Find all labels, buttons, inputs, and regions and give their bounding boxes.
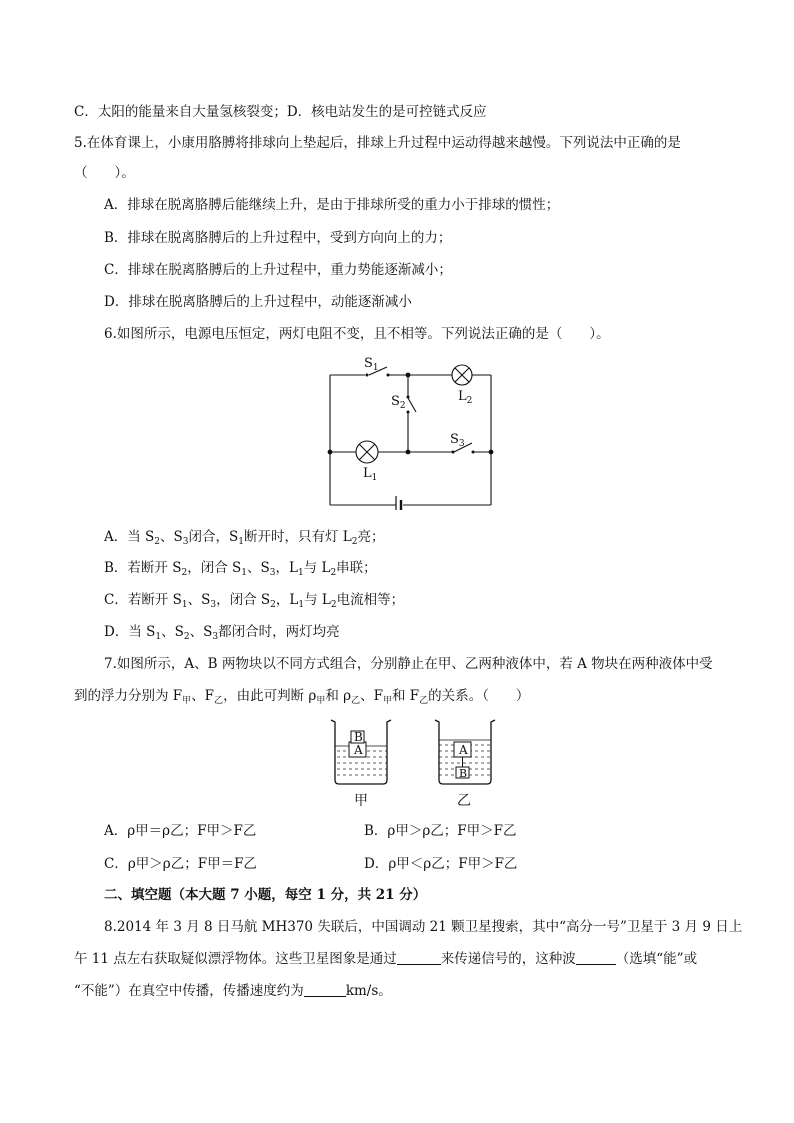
block-a-left: A bbox=[354, 743, 363, 757]
q7-stem-line2: 到的浮力分别为 $F_甲$、$F_乙$，由此可判断 $\rho_甲$和 $\rho_乙$、$F_甲$和 $F_乙$的关系。（ ） bbox=[74, 688, 530, 706]
q6-circuit-diagram bbox=[315, 350, 505, 510]
block-b-left: B bbox=[354, 730, 363, 744]
s1-label: $S_1$ bbox=[364, 356, 379, 373]
q8-blank-1[interactable] bbox=[397, 950, 441, 965]
q6-option-d: D．当 $S_1$、$S_2$、$S_3$都闭合时，两灯均亮 bbox=[104, 624, 340, 642]
section-2-heading: 二、填空题（本大题 7 小题，每空 1 分，共 21 分） bbox=[104, 887, 427, 903]
q8-blank-3[interactable] bbox=[304, 982, 346, 997]
q5-option-d: D．排球在脱离胳膊后的上升过程中，动能逐渐减小 bbox=[104, 294, 412, 310]
label-yi: 乙 bbox=[457, 793, 471, 809]
q7-beakers-figure bbox=[325, 712, 505, 812]
block-b-right: B bbox=[459, 767, 468, 780]
s2-label: $S_2$ bbox=[391, 394, 406, 411]
q7-option-d: D．ρ甲＜ρ乙；F甲＞F乙 bbox=[364, 856, 518, 872]
q6-option-b: B．若断开 $S_2$，闭合 $S_1$、$S_3$，$L_1$与 $L_2$串联； bbox=[104, 560, 377, 578]
q5-stem-line1: 5.在体育课上，小康用胳膊将排球向上垫起后，排球上升过程中运动得越来越慢。下列说法中正确的是 bbox=[74, 135, 681, 151]
l2-label: $L_2$ bbox=[458, 389, 473, 406]
block-a-right: A bbox=[459, 743, 468, 757]
q6-option-c: C．若断开 $S_1$、$S_3$，闭合 $S_2$，$L_1$与 $L_2$电流相等； bbox=[104, 592, 405, 610]
q8-line1: 8.2014 年 3 月 8 日马航 MH370 失联后，中国调动 21 颗卫星搜索，其中“高分一号”卫星于 3 月 9 日上 bbox=[104, 919, 743, 935]
q5-option-a: A．排球在脱离胳膊后能继续上升，是由于排球所受的重力小于排球的惯性； bbox=[104, 197, 560, 213]
beaker-yi bbox=[435, 720, 495, 784]
q6-option-a: A．当 $S_2$、$S_3$闭合，$S_1$断开时，只有灯 $L_2$亮； bbox=[104, 529, 385, 547]
q5-option-b: B．排球在脱离胳膊后的上升过程中，受到方向向上的力； bbox=[104, 230, 452, 246]
l1-label: $L_1$ bbox=[363, 466, 378, 483]
q7-stem-line1: 7.如图所示，A、B 两物块以不同方式组合，分别静止在甲、乙两种液体中，若 A 物块在两种液体中受 bbox=[104, 656, 713, 672]
s3-label: $S_3$ bbox=[450, 432, 465, 449]
q5-stem-line2: （ ）。 bbox=[74, 165, 135, 181]
q7-option-b: B．ρ甲＞ρ乙；F甲＞F乙 bbox=[364, 823, 517, 839]
q7-option-a: A．ρ甲＝ρ乙；F甲＞F乙 bbox=[104, 823, 257, 839]
label-jia: 甲 bbox=[354, 793, 368, 809]
q4-option-cd: C．太阳的能量来自大量氢核裂变；D．核电站发生的是可控链式反应 bbox=[74, 104, 487, 120]
q8-line3: “不能”）在真空中传播，传播速度约为 km/s。 bbox=[74, 983, 392, 999]
q6-stem: 6.如图所示，电源电压恒定，两灯电阻不变，且不相等。下列说法正确的是（ ）。 bbox=[104, 326, 610, 342]
q8-blank-2[interactable] bbox=[576, 950, 616, 965]
q5-option-c: C．排球在脱离胳膊后的上升过程中，重力势能逐渐减小； bbox=[104, 262, 452, 278]
q7-option-c: C．ρ甲＞ρ乙；F甲＝F乙 bbox=[104, 856, 257, 872]
beaker-jia bbox=[331, 720, 391, 784]
q8-line2: 午 11 点左右获取疑似漂浮物体。这些卫星图象是通过 来传递信号的，这种波 （选填“能”或 bbox=[74, 951, 698, 967]
